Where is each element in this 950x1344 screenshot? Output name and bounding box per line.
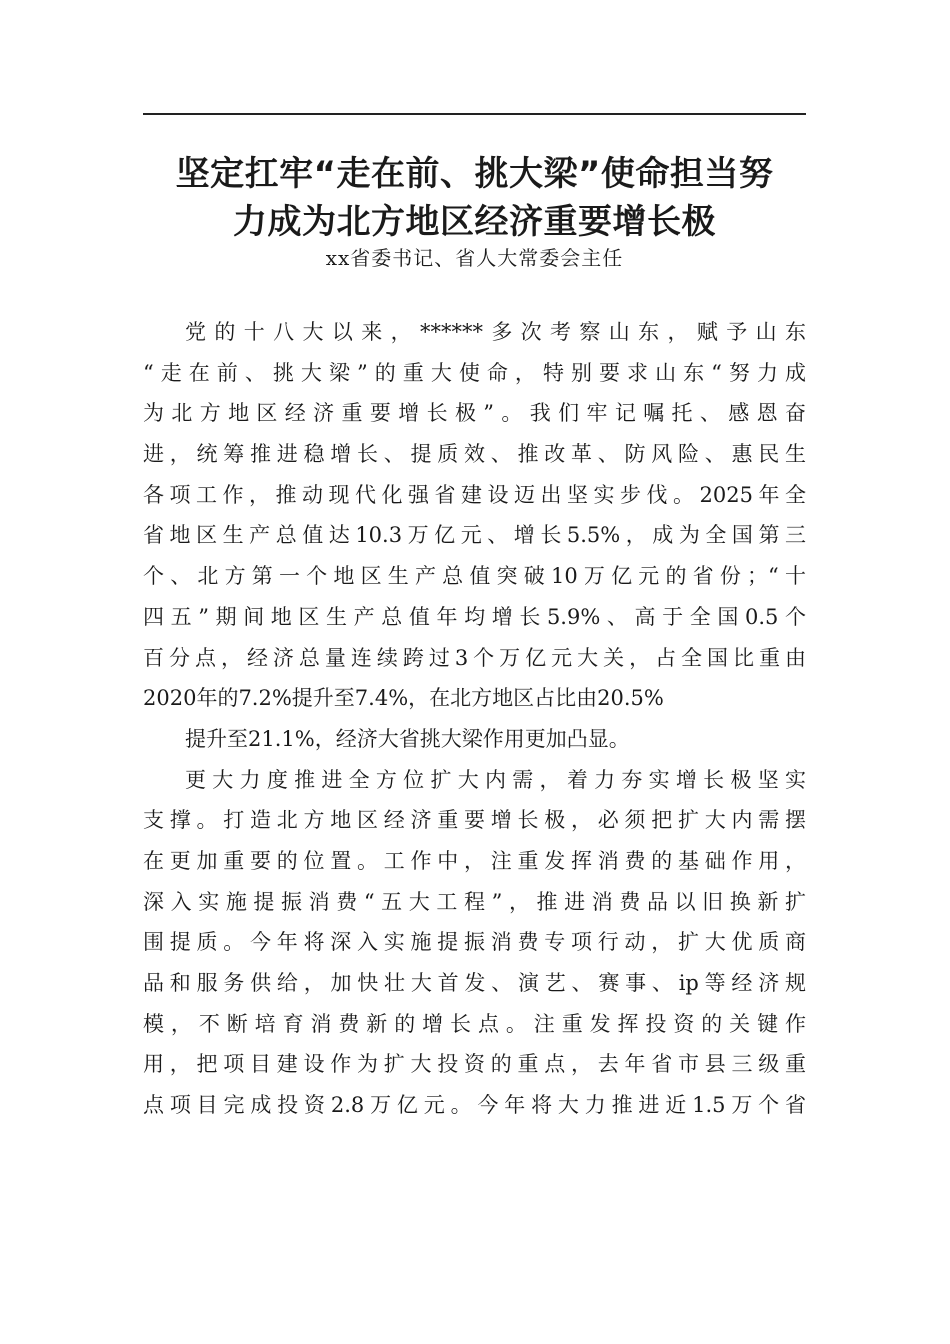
text-line: 个、北方第一个地区生产总值突破10万亿元的省份；“十 bbox=[143, 564, 806, 589]
text-line: “走在前、挑大梁”的重大使命，特别要求山东“努力成 bbox=[143, 360, 806, 385]
text-line: 模，不断培育消费新的增长点。注重发挥投资的关键作 bbox=[143, 1011, 806, 1036]
paragraph-2 bbox=[143, 719, 806, 760]
text-line: 四五”期间地区生产总值年均增长5.9%、高于全国0.5个 bbox=[143, 604, 806, 629]
paragraph-1 bbox=[143, 312, 806, 719]
text-line: 用，把项目建设作为扩大投资的重点，去年省市县三级重 bbox=[143, 1052, 806, 1077]
text-line: 支撑。打造北方地区经济重要增长极，必须把扩大内需摆 bbox=[143, 808, 806, 833]
text-line: 为北方地区经济重要增长极”。我们牢记嘱托、感恩奋 bbox=[143, 401, 806, 426]
document-body bbox=[143, 312, 806, 1126]
text-line: 深入实施提振消费“五大工程”，推进消费品以旧换新扩 bbox=[143, 889, 806, 914]
title-line-2: 力成为北方地区经济重要增长极 bbox=[233, 202, 716, 242]
text-line: 更大力度推进全方位扩大内需，着力夯实增长极坚实 bbox=[185, 767, 806, 792]
title-line-1: 坚定扛牢“走在前、挑大梁”使命担当努 bbox=[175, 154, 774, 194]
author-byline: xx省委书记、省人大常委会主任 bbox=[325, 246, 624, 270]
text-line: 百分点，经济总量连续跨过3个万亿元大关，占全国比重由 bbox=[143, 645, 806, 670]
text-line: 党的十八大以来，******多次考察山东，赋予山东 bbox=[185, 320, 806, 344]
paragraph-3 bbox=[143, 760, 806, 1126]
text-line: 各项工作，推动现代化强省建设迈出坚实步伐。2025年全 bbox=[143, 482, 806, 507]
text-line: 省地区生产总值达10.3万亿元、增长5.5%，成为全国第三 bbox=[143, 523, 806, 548]
text-line: 2020年的7.2%提升至7.4%，在北方地区占比由20.5% bbox=[143, 686, 664, 711]
document-title bbox=[143, 150, 806, 246]
text-line: 在更加重要的位置。工作中，注重发挥消费的基础作用， bbox=[143, 848, 806, 873]
header-rule bbox=[143, 113, 806, 115]
text-line: 围提质。今年将深入实施提振消费专项行动，扩大优质商 bbox=[143, 930, 806, 955]
text-line: 品和服务供给，加快壮大首发、演艺、赛事、ip等经济规 bbox=[143, 971, 806, 995]
text-line: 提升至21.1%，经济大省挑大梁作用更加凸显。 bbox=[185, 726, 630, 751]
text-line: 点项目完成投资2.8万亿元。今年将大力推进近1.5万个省 bbox=[143, 1093, 806, 1118]
text-line: 进，统筹推进稳增长、提质效、推改革、防风险、惠民生 bbox=[143, 442, 806, 467]
